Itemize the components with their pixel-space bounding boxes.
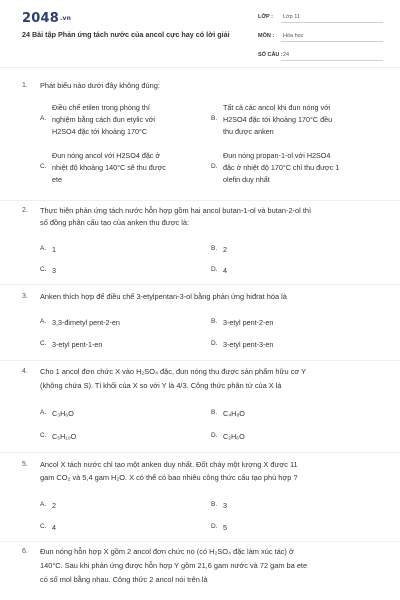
- option-text: C₂H₆O: [223, 432, 245, 441]
- option-letter: C.: [40, 266, 47, 273]
- option-b[interactable]: [211, 317, 371, 329]
- option-d[interactable]: [211, 522, 361, 534]
- option-c[interactable]: [40, 339, 200, 351]
- question-text-line: Ancol X tách nước chỉ tạo một anken duy nhất. Đốt cháy một lượng X được 11: [40, 460, 298, 469]
- option-a[interactable]: [40, 244, 190, 256]
- question-number: 2.: [22, 207, 28, 214]
- question-text-line: Đun nóng hỗn hợp X gồm 2 ancol đơn chức no (có H₂SO₄ đặc làm xúc tác) ở: [40, 547, 294, 556]
- question-3: [22, 293, 382, 353]
- option-text: 3-etyl pent-3-en: [223, 340, 274, 349]
- question-text-line: số đồng phân cấu tạo của anken thu được là:: [40, 218, 190, 227]
- option-b[interactable]: [211, 102, 381, 138]
- option-text: 4: [223, 266, 227, 275]
- option-a[interactable]: [40, 408, 190, 420]
- option-text: 3-etyl pent-2-en: [223, 318, 274, 327]
- meta-underline: [281, 22, 383, 23]
- option-text-line: Đun nóng propan-1-ol với H2SO4: [223, 151, 331, 160]
- option-letter: A.: [40, 115, 47, 122]
- question-text-line: có số mol bằng nhau. Công thức 2 ancol nói trên là: [40, 575, 208, 584]
- site-logo[interactable]: [22, 11, 71, 26]
- option-a[interactable]: [40, 500, 190, 512]
- question-text-line: (không chứa S). Tỉ khối của X so với Y là 4/3. Công thức phân tử của X là: [40, 381, 282, 390]
- question-divider: [0, 200, 400, 201]
- option-c[interactable]: [40, 431, 190, 443]
- question-text-line: Cho 1 ancol đơn chức X vào H₂SO₄ đặc, đun nóng thu được sản phẩm hữu cơ Y: [40, 367, 307, 376]
- question-1: [22, 82, 382, 200]
- option-c[interactable]: [40, 265, 190, 277]
- question-4: [22, 368, 382, 448]
- option-text-line: Tất cả các ancol khi đun nóng với: [223, 103, 331, 112]
- meta-underline: [281, 60, 383, 61]
- question-divider: [0, 541, 400, 542]
- option-text: 3: [52, 266, 56, 275]
- meta-underline: [281, 41, 383, 42]
- option-letter: D.: [211, 523, 218, 530]
- option-letter: C.: [40, 340, 47, 347]
- question-count-value: 24: [283, 52, 290, 58]
- question-text: Phát biểu nào dưới đây không đúng:: [40, 81, 160, 90]
- question-number: 5.: [22, 461, 28, 468]
- option-text: 3,3-đimetyl pent-2-en: [52, 318, 120, 327]
- question-text: Anken thích hợp để điều chế 3-etylpentan-3-ol bằng phản ứng hiđrat hóa là: [40, 292, 287, 301]
- question-count-label: SỐ CÂU :: [258, 52, 283, 58]
- logo-text: 2048: [22, 11, 59, 26]
- option-c[interactable]: [40, 150, 210, 186]
- option-letter: B.: [211, 318, 218, 325]
- subject-value: Hóa học: [283, 33, 304, 39]
- question-divider: [0, 452, 400, 453]
- option-letter: D.: [211, 340, 218, 347]
- option-b[interactable]: [211, 500, 361, 512]
- worksheet-header: [0, 0, 400, 62]
- option-letter: D.: [211, 266, 218, 273]
- header-divider: [0, 67, 400, 68]
- option-letter: B.: [211, 115, 218, 122]
- question-number: 1.: [22, 82, 28, 89]
- option-text: C₃H₆O: [52, 409, 74, 418]
- question-text-line: gam CO₂ và 5,4 gam H₂O. X có thể có bao nhiêu công thức cấu tạo phù hợp ?: [40, 473, 298, 482]
- option-text-line: thu được anken: [223, 127, 274, 136]
- option-text: 3: [223, 501, 227, 510]
- subject-label: MÔN :: [258, 33, 275, 39]
- option-text-line: H2SO4 đặc tới khoảng 170°C: [52, 127, 148, 136]
- question-text-line: Thực hiện phản ứng tách nước hỗn hợp gồm hai ancol butan-1-ol và butan-2-ol thì: [40, 206, 312, 215]
- option-b[interactable]: [211, 408, 361, 420]
- option-d[interactable]: [211, 265, 361, 277]
- option-a[interactable]: [40, 102, 210, 138]
- option-d[interactable]: [211, 150, 381, 186]
- option-text: 5: [223, 523, 227, 532]
- option-letter: D.: [211, 432, 218, 439]
- question-text-line: 140°C. Sau khi phản ứng được hỗn hợp Y gồm 21,6 gam nước và 72 gam ba ete: [40, 561, 308, 570]
- meta-grade: [258, 12, 383, 31]
- question-divider: [0, 284, 400, 285]
- worksheet-meta: [258, 12, 383, 69]
- logo-suffix: .vn: [59, 15, 72, 22]
- worksheet-title: 24 Bài tập Phản ứng tách nước của ancol cực hay có lời giải: [22, 30, 230, 39]
- option-letter: B.: [211, 409, 218, 416]
- option-c[interactable]: [40, 522, 190, 534]
- question-number: 6.: [22, 548, 28, 555]
- grade-label: LỚP :: [258, 14, 273, 20]
- question-5: [22, 461, 382, 536]
- option-text-line: ete: [52, 175, 62, 184]
- option-text-line: Đun nóng ancol với H2SO4 đặc ở: [52, 151, 161, 160]
- option-text: 2: [52, 501, 56, 510]
- option-letter: A.: [40, 318, 47, 325]
- option-letter: C.: [40, 432, 47, 439]
- option-letter: C.: [40, 523, 47, 530]
- meta-subject: [258, 31, 383, 50]
- question-number: 3.: [22, 293, 28, 300]
- option-text-line: olefin duy nhất: [223, 175, 270, 184]
- option-b[interactable]: [211, 244, 361, 256]
- option-letter: B.: [211, 501, 218, 508]
- option-letter: D.: [211, 163, 218, 170]
- option-text: 1: [52, 245, 56, 254]
- option-text: C₄H₈O: [223, 409, 245, 418]
- option-text-line: H2SO4 đặc tới khoảng 170°C đều: [223, 115, 333, 124]
- question-6: [22, 548, 382, 598]
- option-letter: A.: [40, 501, 47, 508]
- option-text: 2: [223, 245, 227, 254]
- question-2: [22, 207, 382, 282]
- option-text-line: nghiệm bằng cách đun etylic với: [52, 115, 156, 124]
- option-letter: B.: [211, 245, 218, 252]
- option-text-line: đặc ở nhiệt độ 170°C chỉ thu được 1: [223, 163, 340, 172]
- option-letter: A.: [40, 245, 47, 252]
- option-a[interactable]: [40, 317, 200, 329]
- option-text-line: Điều chế etilen trong phòng thí: [52, 103, 150, 112]
- option-letter: A.: [40, 409, 47, 416]
- option-d[interactable]: [211, 339, 371, 351]
- option-text-line: nhiệt độ khoảng 140°C sẽ thu được: [52, 163, 166, 172]
- option-text: 3-etyl pent-1-en: [52, 340, 103, 349]
- question-divider: [0, 360, 400, 361]
- option-text: C₅H₁₀O: [52, 432, 77, 441]
- question-number: 4.: [22, 368, 28, 375]
- grade-value: Lớp 11: [283, 14, 300, 20]
- option-d[interactable]: [211, 431, 361, 443]
- option-text: 4: [52, 523, 56, 532]
- option-letter: C.: [40, 163, 47, 170]
